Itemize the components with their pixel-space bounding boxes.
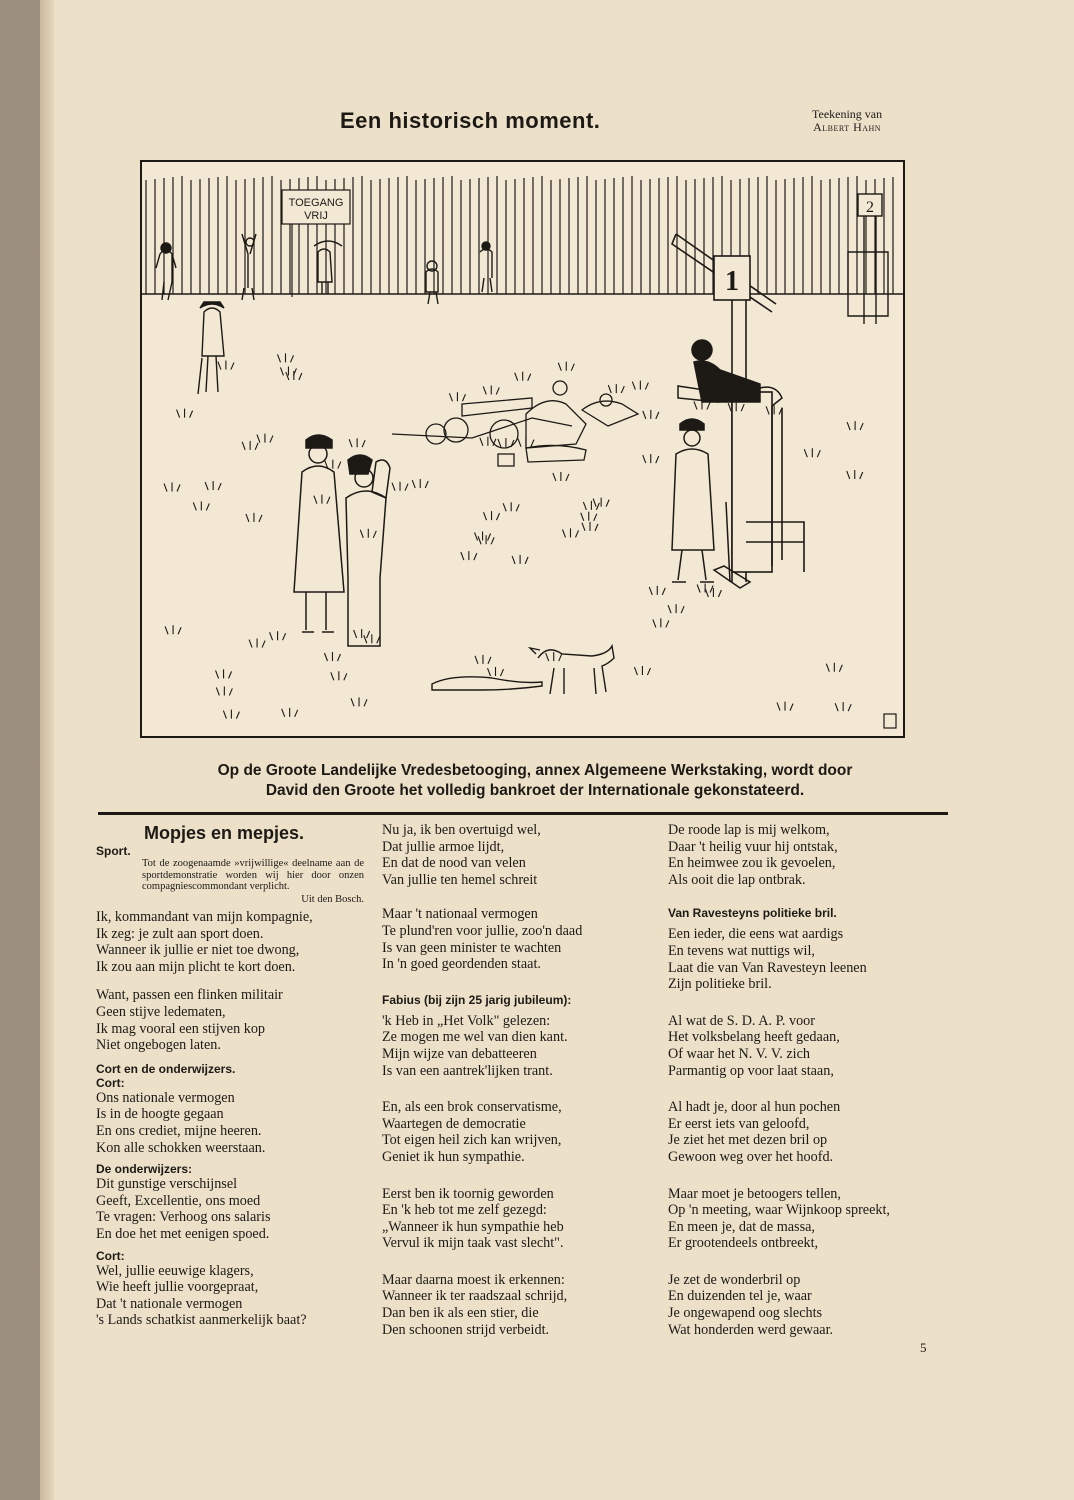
verse-line: Ik zou aan mijn plicht te kort doen. xyxy=(96,958,296,975)
couple-figures xyxy=(294,435,390,646)
intro-note: Tot de zoogenaamde »vrijwillige« deelname aan de sportdemonstratie worden wij hier door onzen compagniescommondant verplicht. xyxy=(142,858,364,892)
grass-tuft xyxy=(412,479,428,488)
verse-line: Maar moet je betoogers tellen, xyxy=(668,1185,841,1202)
grass-tuft xyxy=(546,652,562,661)
grass-tuft xyxy=(643,410,659,419)
verse-line: Dit gunstige verschijnsel xyxy=(96,1176,238,1193)
grass-tuft xyxy=(518,438,534,447)
stanza xyxy=(96,1263,366,1329)
stanza xyxy=(382,1272,652,1338)
verse-line: Vervul ik mijn taak vast slecht". xyxy=(382,1235,564,1252)
dog-figures xyxy=(432,646,614,694)
grass-tuft xyxy=(164,483,180,492)
grass-tuft xyxy=(581,512,597,521)
verse-line: Er grootendeels ontbreekt, xyxy=(668,1235,819,1252)
verse-line: En meen je, dat de massa, xyxy=(668,1218,815,1235)
grass-tuft xyxy=(608,384,624,393)
verse-line: Er eerst iets van geloofd, xyxy=(668,1115,810,1132)
verse-line: Of waar het N. V. V. zich xyxy=(668,1045,810,1062)
grass-tuft xyxy=(193,501,209,510)
fence xyxy=(146,176,893,294)
cartoon-drawing xyxy=(142,162,903,736)
verse-line: In 'n goed geordenden staat. xyxy=(382,956,541,973)
verse-line: Te plund'ren voor jullie, zoo'n daad xyxy=(382,922,583,939)
grass-tuft xyxy=(364,634,380,643)
caption-line: Op de Groote Landelijke Vredesbetooging, annex Algemeene Werkstaking, wordt door xyxy=(217,762,853,779)
grass-tuft xyxy=(488,667,504,676)
grass-tuft xyxy=(325,460,341,469)
verse-line: Mijn wijze van debatteeren xyxy=(382,1045,537,1062)
stanza xyxy=(96,987,366,1053)
verse-line: Dan ben ik als een stier, die xyxy=(382,1305,539,1322)
grass-tuft xyxy=(216,669,232,678)
illustration-caption xyxy=(120,761,950,801)
stanza xyxy=(668,1013,958,1079)
stanza xyxy=(668,1186,958,1252)
grass-tuft xyxy=(503,502,519,511)
column-3 xyxy=(668,822,958,1338)
grass-tuft xyxy=(246,513,262,522)
grass-tuft xyxy=(360,529,376,538)
verse-line: Ze mogen me wel van dien kant. xyxy=(382,1029,568,1046)
grass-tuft xyxy=(649,586,665,595)
grass-tuft xyxy=(480,437,496,446)
verse-line: Den schoonen strijd verbeidt. xyxy=(382,1321,550,1338)
verse-line: Nu ja, ik ben overtuigd wel, xyxy=(382,822,541,838)
gate-sign-line1: TOEGANG xyxy=(288,197,344,209)
verse-line: Wat honderden werd gewaar. xyxy=(668,1321,834,1338)
grass-tuft xyxy=(697,584,713,593)
verse-line: Daar 't heilig vuur hij ontstak, xyxy=(668,838,838,855)
grass-tuft xyxy=(583,501,599,510)
grass-tuft xyxy=(216,686,232,695)
grass-tuft xyxy=(847,421,863,430)
verse-line: Maar 't nationaal vermogen xyxy=(382,906,538,923)
grass-tuft xyxy=(205,481,221,490)
page-title: Een historisch moment. xyxy=(340,108,601,133)
verse-line: Is in de hoogte gegaan xyxy=(96,1106,224,1123)
grass-tuft xyxy=(278,353,294,362)
grass-tuft xyxy=(177,409,193,418)
grass-tuft xyxy=(475,655,491,664)
verse-line: Waartegen de democratie xyxy=(382,1115,526,1132)
verse-line: Geniet ik hun sympathie. xyxy=(382,1148,525,1165)
grass-tuft xyxy=(668,604,684,613)
verse-line: Laat die van Van Ravesteyn leenen xyxy=(668,959,867,976)
verse-line: Want, passen een flinken militair xyxy=(96,987,283,1004)
verse-line: De roode lap is mij welkom, xyxy=(668,822,830,838)
stanza xyxy=(382,822,652,888)
stanza xyxy=(382,1099,652,1165)
verse-line: Ik mag vooral een stijven kop xyxy=(96,1020,266,1037)
verse-line: „Wanneer ik hun sympathie heb xyxy=(382,1218,564,1235)
illustration-credit xyxy=(812,108,882,134)
verse-line: Gewoon weg over het hoofd. xyxy=(668,1148,834,1165)
verse-line: Op 'n meeting, waar Wijnkoop spreekt, xyxy=(668,1202,890,1219)
verse-line: En, als een brok conservatisme, xyxy=(382,1099,562,1116)
section-heading: Mopjes en mepjes. xyxy=(144,823,305,843)
grass-tuft xyxy=(643,454,659,463)
grass-tuft xyxy=(257,434,273,443)
grass-tuft xyxy=(804,448,820,457)
grass-tuft xyxy=(218,361,234,370)
grass-tuft xyxy=(826,663,842,672)
grass-tuft xyxy=(461,551,477,560)
grass-tuft xyxy=(270,631,286,640)
verse-line: Niet ongebogen laten. xyxy=(96,1037,221,1054)
verse-line: Wel, jullie eeuwige klagers, xyxy=(96,1262,254,1279)
verse-line: Ons nationale vermogen xyxy=(96,1089,235,1106)
stanza xyxy=(96,1176,366,1242)
grass-tuft xyxy=(634,666,650,675)
grass-tuft xyxy=(484,511,500,520)
verse-line: En ons crediet, mijne heeren. xyxy=(96,1122,262,1139)
verse-line: En tevens wat nuttigs wil, xyxy=(668,942,815,959)
stanza xyxy=(668,926,958,992)
torn-page-edge xyxy=(40,0,54,1500)
grass-tuft xyxy=(331,671,347,680)
stanza xyxy=(382,1013,652,1079)
grass-tuft xyxy=(562,528,578,537)
page-number: 5 xyxy=(920,1340,927,1355)
verse-line: En doe het met eenigen spoed. xyxy=(96,1225,270,1242)
grass-tuft xyxy=(249,639,265,648)
grass-tuft xyxy=(351,697,367,706)
verse-line: Ik, kommandant van mijn kompagnie, xyxy=(96,909,313,925)
verse-line: 's Lands schatkist aanmerkelijk baat? xyxy=(96,1312,307,1329)
wagon-group xyxy=(392,381,638,466)
subheading-cort: Cort en de onderwijzers. xyxy=(96,1061,236,1076)
grass-tuft xyxy=(349,438,365,447)
grass-tuft xyxy=(478,535,494,544)
subheading-sport: Sport. xyxy=(96,844,131,858)
stanza xyxy=(668,822,958,888)
grass-tuft xyxy=(483,385,499,394)
grass-tuft xyxy=(558,362,574,371)
credit-line: Teekening van xyxy=(812,107,883,121)
subheading-fabius: Fabius (bij zijn 25 jarig jubileum): xyxy=(382,992,572,1007)
speaker-label: Cort: xyxy=(96,1248,125,1263)
verse-line: Is van geen minister te wachten xyxy=(382,939,562,956)
stanza xyxy=(382,1186,652,1252)
column-1 xyxy=(96,822,366,1329)
stanza xyxy=(96,1090,366,1156)
verse-line: Is van een aantrek'lijken trant. xyxy=(382,1062,553,1079)
verse-line: Wie heeft jullie voorgepraat, xyxy=(96,1279,259,1296)
verse-line: Wanneer ik jullie er niet toe dwong, xyxy=(96,942,300,959)
verse-line: Wanneer ik ter raadszaal schrijd, xyxy=(382,1288,568,1305)
post-number-2: 2 xyxy=(866,199,874,216)
grass-tuft xyxy=(515,372,531,381)
grass-tuft xyxy=(512,555,528,564)
stanza xyxy=(668,1099,958,1165)
grass-tuft xyxy=(653,618,669,627)
stanza xyxy=(382,906,652,972)
grass-tuft xyxy=(280,366,296,375)
grass-tuft xyxy=(593,498,609,507)
verse-line: Tot eigen heil zich kan wrijven, xyxy=(382,1132,562,1149)
verse-line: Al wat de S. D. A. P. voor xyxy=(668,1012,815,1029)
verse-line: Parmantig op voor laat staan, xyxy=(668,1062,834,1079)
verse-line: Dat jullie armoe lijdt, xyxy=(382,838,505,855)
intro-source: Uit den Bosch. xyxy=(301,893,364,905)
grass-tuft xyxy=(282,708,298,717)
grass-tuft xyxy=(392,482,408,491)
verse-line: Al hadt je, door al hun pochen xyxy=(668,1099,841,1116)
gate-sign-line2: VRIJ xyxy=(304,210,328,222)
stanza xyxy=(668,1272,958,1338)
grass-tuft xyxy=(242,441,258,450)
verse-line: En duizenden tel je, waar xyxy=(668,1288,812,1305)
section-divider xyxy=(98,812,948,815)
verse-line: Maar daarna moest ik erkennen: xyxy=(382,1271,565,1288)
grass-tuft xyxy=(835,702,851,711)
verse-line: Eerst ben ik toornig geworden xyxy=(382,1185,554,1202)
grass-tuft xyxy=(475,531,491,540)
verse-line: Van jullie ten hemel schreit xyxy=(382,871,538,888)
caption-line: David den Groote het volledig bankroet der Internationale gekonstateerd. xyxy=(265,782,805,799)
column-2 xyxy=(382,822,652,1338)
verse-line: Je ziet het met dezen bril op xyxy=(668,1132,828,1149)
grass-tuft xyxy=(449,392,465,401)
verse-line: 'k Heb in „Het Volk" gelezen: xyxy=(382,1012,551,1029)
verse-line: Geeft, Excellentie, ons moed xyxy=(96,1192,261,1209)
grass-tuft xyxy=(498,438,514,447)
verse-line: Dat 't nationale vermogen xyxy=(96,1295,243,1312)
verse-line: Geen stijve ledematen, xyxy=(96,1003,226,1020)
grass-tuft xyxy=(165,625,181,634)
grass-tuft xyxy=(777,702,793,711)
speaker-label: Cort: xyxy=(96,1075,125,1090)
verse-line: En 'k heb tot me zelf gezegd: xyxy=(382,1202,547,1219)
verse-line: Kon alle schokken weerstaan. xyxy=(96,1139,266,1156)
verse-line: Ik zeg: je zult aan sport doen. xyxy=(96,925,264,942)
verse-line: En dat de nood van velen xyxy=(382,855,526,872)
artist-name: Albert Hahn xyxy=(813,120,882,134)
verse-line: Het volksbelang heeft gedaan, xyxy=(668,1029,840,1046)
grass-tuft xyxy=(553,472,569,481)
grass-tuft xyxy=(223,710,239,719)
verse-line: En heimwee zou ik gevoelen, xyxy=(668,855,836,872)
subheading-bril: Van Ravesteyns politieke bril. xyxy=(668,906,837,921)
grass-tuft xyxy=(314,495,330,504)
stanza xyxy=(96,909,366,975)
post-number-1: 1 xyxy=(725,266,739,297)
cartoon-illustration xyxy=(140,160,905,738)
verse-line: Zijn politieke bril. xyxy=(668,976,772,993)
grass-tuft xyxy=(705,588,721,597)
verse-line: Je ongewapend oog slechts xyxy=(668,1305,823,1322)
grass-tuft xyxy=(632,381,648,390)
grass-tuft xyxy=(582,522,598,531)
grass-tuft xyxy=(354,629,370,638)
verse-line: Je zet de wonderbril op xyxy=(668,1271,801,1288)
grass-tuft xyxy=(847,470,863,479)
verse-line: Een ieder, die eens wat aardigs xyxy=(668,926,844,943)
verse-line: Te vragen: Verhoog ons salaris xyxy=(96,1209,271,1226)
verse-line: Als ooit die lap ontbrak. xyxy=(668,871,806,888)
speaker-label: De onderwijzers: xyxy=(96,1162,193,1177)
grass-tuft xyxy=(324,652,340,661)
